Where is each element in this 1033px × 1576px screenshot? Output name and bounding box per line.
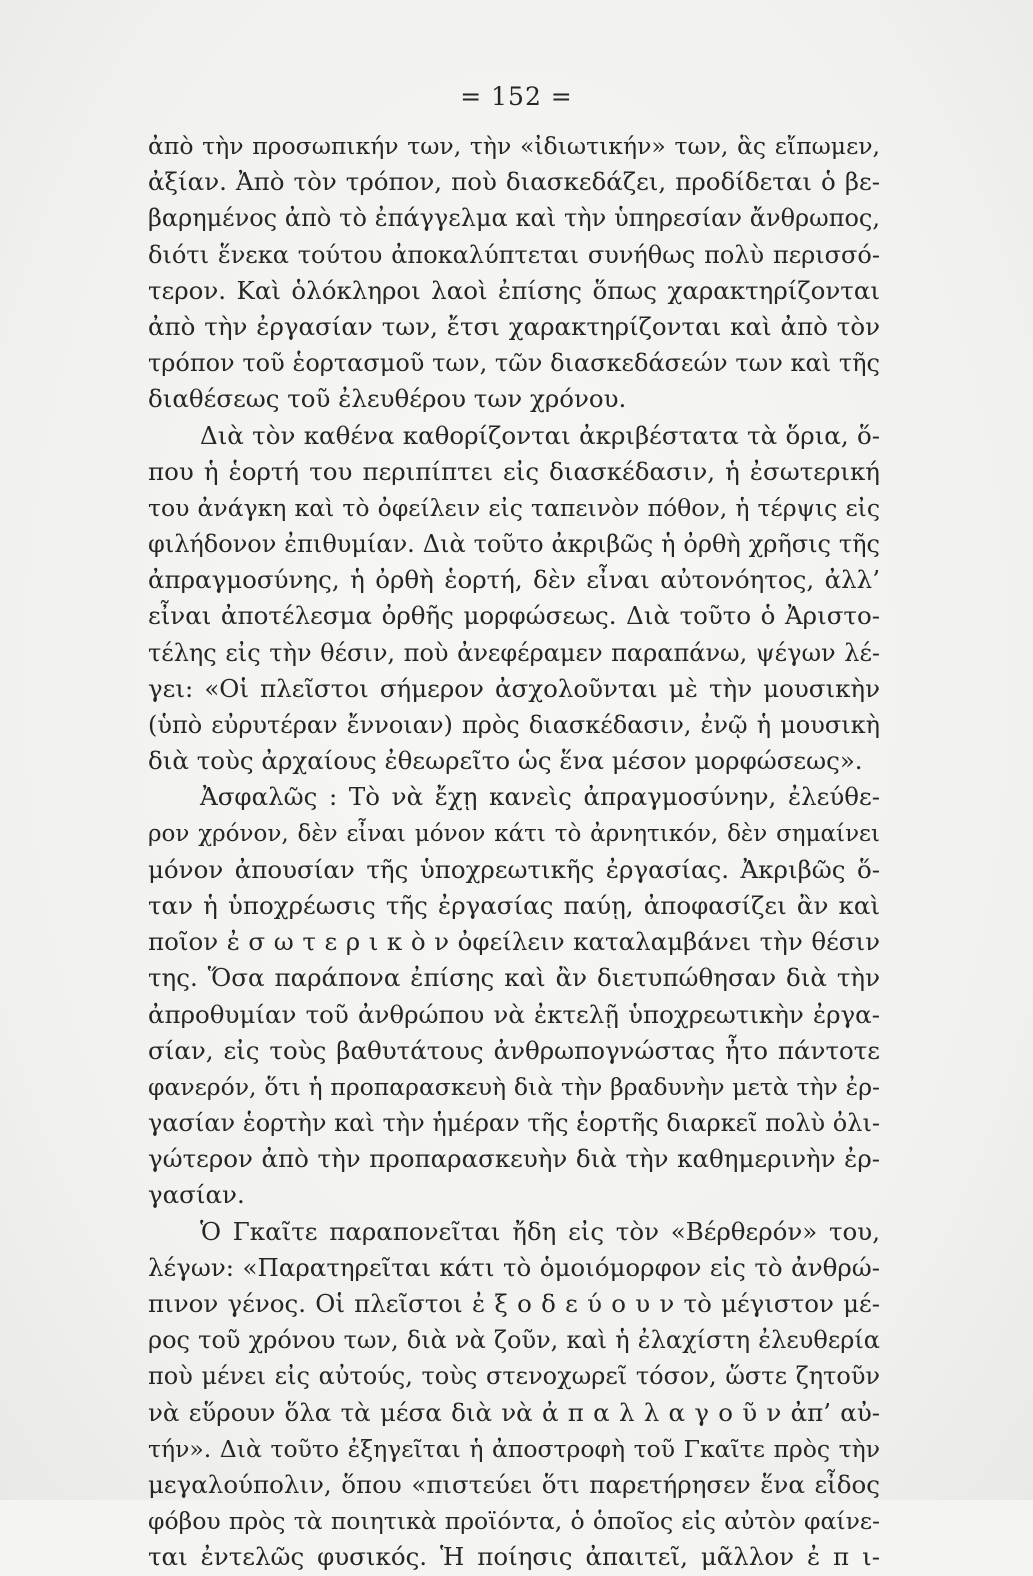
text-line: γώτερον ἀπὸ τὴν προπαρασκευὴν διὰ τὴν καθημερινὴν ἐρ- bbox=[148, 1144, 880, 1174]
text-line: φανερόν, ὅτι ἡ προπαρασκευὴ διὰ τὴν βραδυνὴν μετὰ τὴν ἐρ- bbox=[148, 1072, 880, 1101]
text-line: της. Ὅσα παράπονα ἐπίσης καὶ ἂν διετυπώθησαν διὰ τὴν bbox=[148, 963, 880, 993]
text-line: μεγαλούπολιν, ὅπου «πιστεύει ὅτι παρετήρησεν ἕνα εἶδος bbox=[148, 1469, 880, 1499]
text-line: ταν ἡ ὑποχρέωσις τῆς ἐργασίας παύῃ, ἀποφασίζει ἂν καὶ bbox=[148, 890, 880, 920]
text-line: Διὰ τὸν καθένα καθορίζονται ἀκριβέστατα τὰ ὅρια, ὅ- bbox=[200, 420, 880, 450]
text-line: διότι ἕνεκα τούτου ἀποκαλύπτεται συνήθως πολὺ περισσό- bbox=[148, 240, 880, 269]
text-line: ρος τοῦ χρόνου των, διὰ νὰ ζοῦν, καὶ ἡ ἐλαχίστη ἐλευθερία bbox=[148, 1326, 880, 1355]
text-line: πινον γένος. Οἱ πλεῖστοι ἐ ξ ο δ ε ύ ο υ ν τὸ μέγιστον μέ- bbox=[148, 1289, 880, 1318]
text-line: τερον. Καὶ ὁλόκληροι λαοὶ ἐπίσης ὅπως χαρακτηρίζονται bbox=[148, 275, 880, 305]
text-line: ἀπὸ τὴν ἐργασίαν των, ἔτσι χαρακτηρίζονται καὶ ἀπὸ τὸν bbox=[148, 311, 880, 341]
text-line: εἶναι ἀποτέλεσμα ὀρθῆς μορφώσεως. Διὰ τοῦτο ὁ Ἀριστο- bbox=[148, 601, 880, 631]
text-line: διὰ τοὺς ἀρχαίους ἐθεωρεῖτο ὡς ἕνα μέσον μορφώσεως». bbox=[148, 746, 863, 776]
text-line: ἀξίαν. Ἀπὸ τὸν τρόπον, ποὺ διασκεδάζει, προδίδεται ὁ βε- bbox=[148, 167, 880, 197]
text-line: ρον χρόνον, δὲν εἶναι μόνον κάτι τὸ ἀρνητικόν, δὲν σημαίνει bbox=[148, 820, 880, 847]
text-line: που ἡ ἑορτή του περιπίπτει εἰς διασκέδασιν, ἡ ἐσωτερική bbox=[148, 456, 880, 486]
text-line: λέγων: «Παρατηρεῖται κάτι τὸ ὁμοιόμορφον εἰς τὸ ἀνθρώ- bbox=[148, 1252, 880, 1282]
text-line: σίαν, εἰς τοὺς βαθυτάτους ἀνθρωπογνώστας ἦτο πάντοτε bbox=[148, 1035, 880, 1065]
text-line: τέλης εἰς τὴν θέσιν, ποὺ ἀνεφέραμεν παραπάνω, ψέγων λέ- bbox=[148, 638, 880, 667]
text-line: ποῖον ἐ σ ω τ ε ρ ι κ ὸ ν ὀφείλειν καταλαμβάνει τὴν θέσιν bbox=[148, 927, 880, 957]
body-text bbox=[148, 128, 880, 1576]
text-line: φιλήδονον ἐπιθυμίαν. Διὰ τοῦτο ἀκριβῶς ἡ ὀρθὴ χρῆσις τῆς bbox=[148, 530, 880, 559]
text-line: μόνον ἀπουσίαν τῆς ὑποχρεωτικῆς ἐργασίας. Ἀκριβῶς ὅ- bbox=[148, 854, 880, 884]
text-line: Ὁ Γκαῖτε παραπονεῖται ἤδη εἰς τὸν «Βέρθερόν» του, bbox=[200, 1216, 880, 1246]
text-line: του ἀνάγκη καὶ τὸ ὀφείλειν εἰς ταπεινὸν πόθον, ἡ τέρψις εἰς bbox=[148, 493, 880, 522]
text-line: τρόπον τοῦ ἑορτασμοῦ των, τῶν διασκεδάσεών των καὶ τῆς bbox=[148, 349, 880, 378]
text-line: ἀπροθυμίαν τοῦ ἀνθρώπου νὰ ἐκτελῇ ὑποχρεωτικὴν ἐργα- bbox=[148, 999, 880, 1029]
text-line: γασίαν ἑορτὴν καὶ τὴν ἡμέραν τῆς ἑορτῆς διαρκεῖ πολὺ ὀλι- bbox=[148, 1109, 880, 1138]
text-line: διαθέσεως τοῦ ἐλευθέρου των χρόνου. bbox=[148, 384, 627, 414]
text-line: ποὺ μένει εἰς αὐτούς, τοὺς στενοχωρεῖ τόσον, ὥστε ζητοῦν bbox=[148, 1362, 880, 1391]
text-line: βαρημένος ἀπὸ τὸ ἐπάγγελμα καὶ τὴν ὑπηρεσίαν ἄνθρωπος, bbox=[148, 204, 880, 233]
text-line: τήν». Διὰ τοῦτο ἐξηγεῖται ἡ ἀποστροφὴ τοῦ Γκαῖτε πρὸς τὴν bbox=[148, 1434, 880, 1463]
text-line: ται ἐντελῶς φυσικός. Ἡ ποίησις ἀπαιτεῖ, μᾶλλον ἐ π ι- bbox=[148, 1542, 880, 1572]
text-line: νὰ εὕρουν ὅλα τὰ μέσα διὰ νὰ ἀ π α λ λ α γ ο ῦ ν ἀπ’ αὐ- bbox=[148, 1397, 880, 1427]
text-line: γασίαν. bbox=[148, 1180, 245, 1210]
text-line: Ἀσφαλῶς : Τὸ νὰ ἔχῃ κανεὶς ἀπραγμοσύνην, ἐλεύθε- bbox=[200, 782, 880, 812]
text-line: ἀπραγμοσύνης, ἡ ὀρθὴ ἑορτή, δὲν εἶναι αὐτονόητος, ἀλλ’ bbox=[148, 565, 880, 595]
page-number: = 152 = bbox=[460, 82, 573, 111]
text-line: (ὑπὸ εὐρυτέραν ἔννοιαν) πρὸς διασκέδασιν, ἐνῷ ἡ μουσικὴ bbox=[148, 711, 880, 739]
text-line: γει: «Οἱ πλεῖστοι σήμερον ἀσχολοῦνται μὲ τὴν μουσικὴν bbox=[148, 673, 880, 703]
text-line: φόβου πρὸς τὰ ποιητικὰ προϊόντα, ὁ ὁποῖος εἰς αὐτὸν φαίνε- bbox=[148, 1507, 880, 1536]
text-line: ἀπὸ τὴν προσωπικήν των, τὴν «ἰδιωτικήν» των, ἃς εἴπωμεν, bbox=[148, 132, 880, 160]
